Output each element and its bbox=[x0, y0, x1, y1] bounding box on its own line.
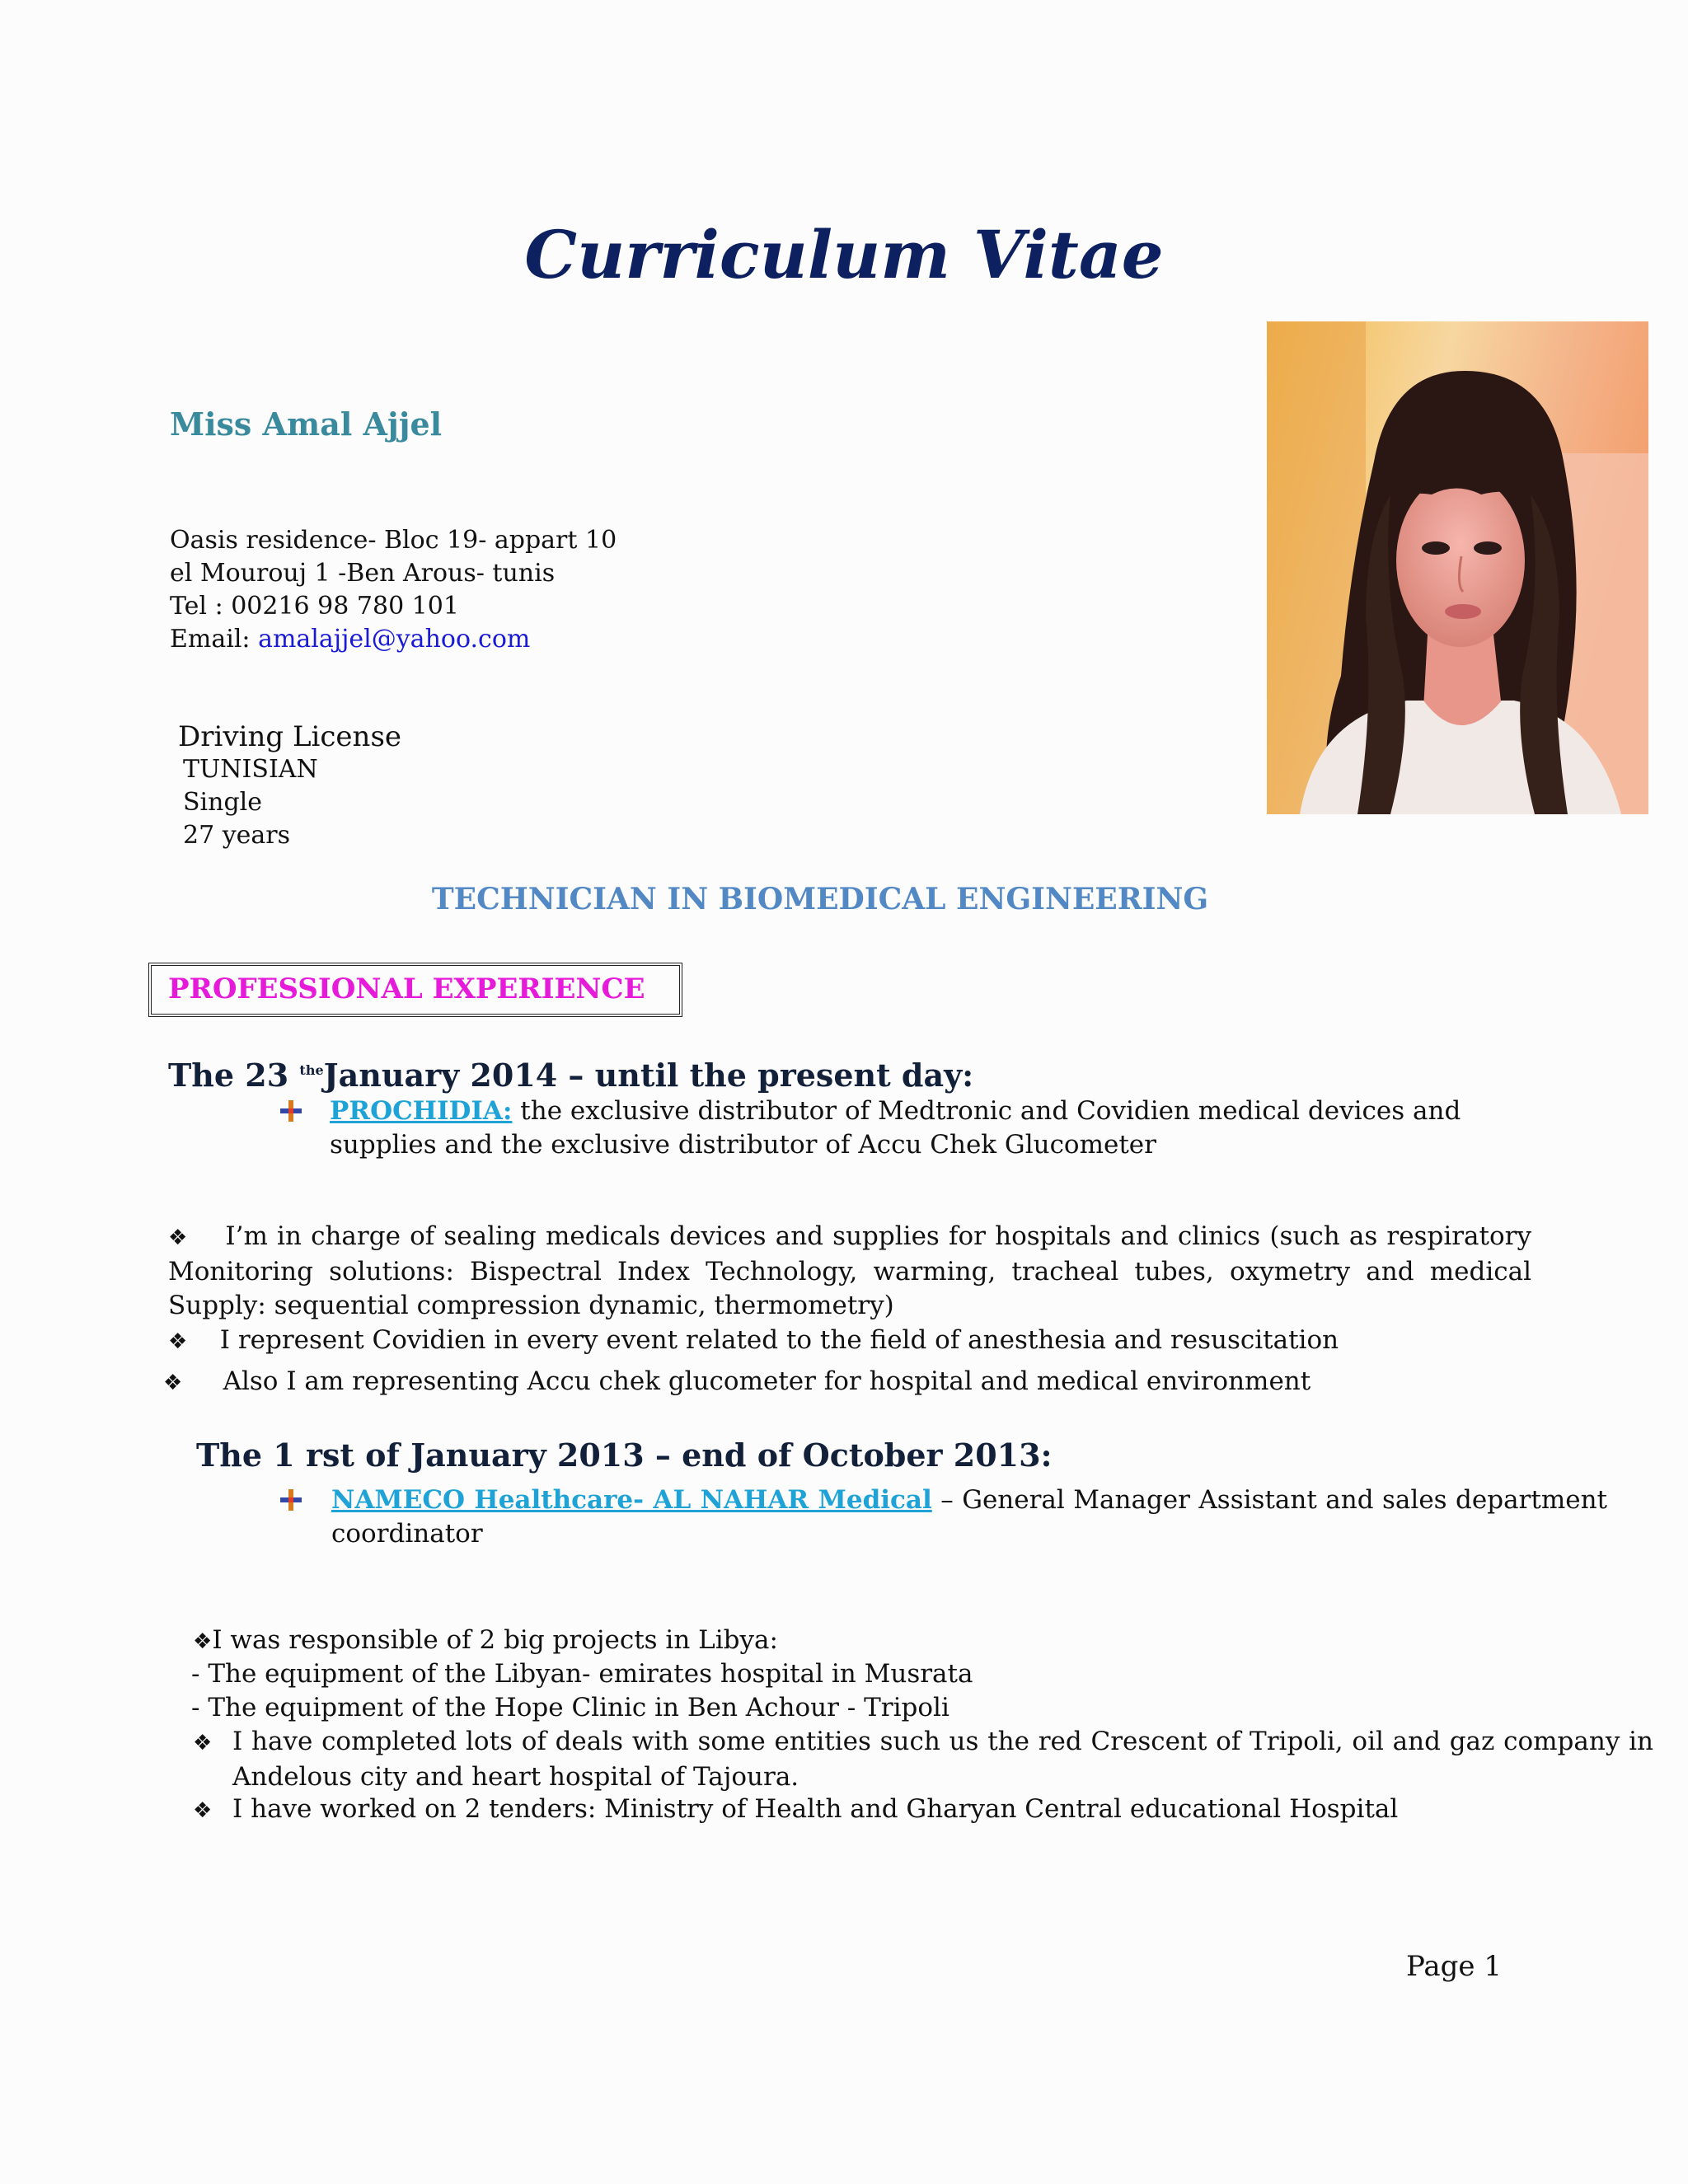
exp2-company-desc: – General Manager Assistant and sales department coordinator bbox=[331, 1485, 1607, 1549]
exp2-company-line bbox=[331, 1483, 1607, 1551]
exp1-period-start: The 23 bbox=[168, 1057, 300, 1094]
exp2-company-link[interactable]: NAMECO Healthcare- AL NAHAR Medical bbox=[331, 1485, 932, 1515]
exp2-period: The 1 rst of January 2013 – end of October 2013: bbox=[196, 1436, 1053, 1474]
section-heading: PROFESSIONAL EXPERIENCE bbox=[168, 972, 645, 1005]
exp1-period-sup: the bbox=[299, 1062, 324, 1078]
exp2-detail-2: - The equipment of the Hope Clinic in Ben Achour - Tripoli bbox=[191, 1693, 950, 1722]
driving-license: Driving License bbox=[178, 720, 402, 753]
page-number: Page 1 bbox=[1406, 1950, 1502, 1983]
four-diamond-bullet-icon: ❖ bbox=[163, 1371, 183, 1395]
personal-info bbox=[178, 720, 401, 852]
email-label: Email: bbox=[170, 625, 259, 654]
exp2-bullet-3-text: I have worked on 2 tenders: Ministry of Health and Gharyan Central educational Hospital bbox=[232, 1794, 1399, 1824]
cross-tick-icon bbox=[279, 1099, 305, 1123]
four-diamond-bullet-icon: ❖ bbox=[193, 1798, 213, 1823]
document-title: Curriculum Vitae bbox=[524, 216, 1164, 293]
exp1-company-line bbox=[330, 1094, 1500, 1162]
cross-tick-icon bbox=[279, 1488, 305, 1512]
exp2-bullet-2 bbox=[193, 1725, 1653, 1794]
address-line-1: Oasis residence- Bloc 19- appart 10 bbox=[170, 526, 617, 555]
exp2-bullet-1 bbox=[193, 1624, 1611, 1659]
four-diamond-bullet-icon: ❖ bbox=[193, 1629, 213, 1654]
exp1-period-end: January 2014 – until the present day: bbox=[323, 1057, 974, 1094]
exp1-bullet-3-text: Also I am representing Accu chek glucometer for hospital and medical environment bbox=[223, 1366, 1311, 1396]
section-heading-box bbox=[148, 963, 682, 1017]
address-line-2: el Mourouj 1 -Ben Arous- tunis bbox=[170, 559, 556, 588]
profile-photo bbox=[1267, 321, 1648, 814]
candidate-name: Miss Amal Ajjel bbox=[170, 405, 443, 443]
four-diamond-bullet-icon: ❖ bbox=[168, 1226, 189, 1250]
email-link[interactable]: amalajjel@yahoo.com bbox=[258, 625, 531, 654]
exp2-detail-1: - The equipment of the Libyan- emirates hospital in Musrata bbox=[191, 1659, 973, 1689]
exp1-company-link[interactable]: PROCHIDIA: bbox=[330, 1096, 513, 1126]
exp1-bullet-2 bbox=[168, 1324, 1531, 1359]
four-diamond-bullet-icon: ❖ bbox=[193, 1731, 213, 1755]
job-title: TECHNICIAN IN BIOMEDICAL ENGINEERING bbox=[431, 882, 1209, 916]
email-row bbox=[170, 623, 617, 656]
four-diamond-bullet-icon: ❖ bbox=[168, 1329, 188, 1354]
exp1-period bbox=[168, 1057, 973, 1094]
contact-block bbox=[170, 524, 617, 656]
nationality: TUNISIAN bbox=[183, 755, 318, 784]
exp2-bullet-3 bbox=[193, 1793, 1398, 1828]
exp1-bullet-1 bbox=[168, 1220, 1531, 1323]
exp1-company-desc: the exclusive distributor of Medtronic and Covidien medical devices and supplies and the exclusive distributor of Accu Chek Glucometer bbox=[330, 1096, 1461, 1160]
exp2-bullet-2-text: I have completed lots of deals with some entities such us the red Crescent of Tripoli, oil and gaz company in Andelous city and heart hospital of Tajoura. bbox=[232, 1727, 1653, 1792]
marital-status: Single bbox=[183, 788, 263, 817]
exp1-bullet-2-text: I represent Covidien in every event related to the field of anesthesia and resuscitation bbox=[219, 1325, 1339, 1355]
exp1-bullet-3 bbox=[163, 1365, 1526, 1400]
telephone: Tel : 00216 98 780 101 bbox=[170, 592, 459, 621]
age: 27 years bbox=[183, 821, 291, 850]
exp2-bullet-1-text: I was responsible of 2 big projects in Libya: bbox=[212, 1625, 778, 1655]
exp1-bullet-1-text: I’m in charge of sealing medicals devices and supplies for hospitals and clinics (such as respiratory Monitoring solutions: Bispectral Index Technology, warming, tracheal tubes, oxymetry and medical Supply: sequential compression dynamic, thermometry) bbox=[168, 1221, 1531, 1320]
